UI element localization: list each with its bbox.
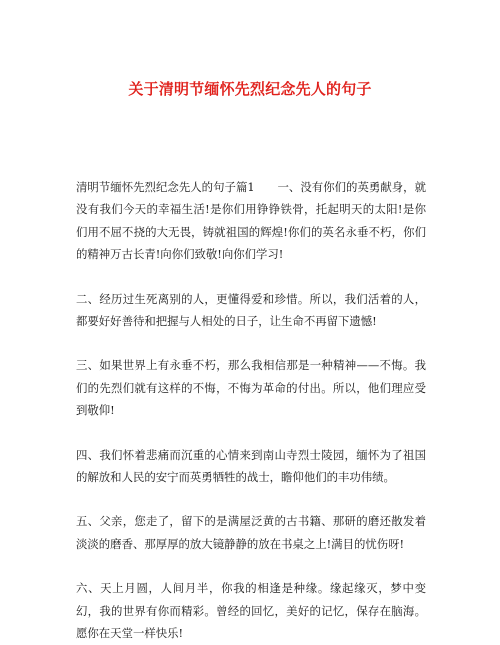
paragraph-4: 四、我们怀着悲痛而沉重的心情来到南山寺烈士陵园，缅怀为了祖国的解放和人民的安宁而英勇牺牲的战士，瞻仰他们的丰功伟绩。 bbox=[76, 447, 426, 485]
paragraph-2: 二、经历过生死离别的人，更懂得爱和珍惜。所以，我们活着的人，都要好好善待和把握与人相处的日子，让生命不再留下遗憾! bbox=[76, 291, 426, 329]
paragraph-6: 六、天上月圆，人间月半，你我的相逢是种缘。缘起缘灭，梦中变幻，我的世界有你而精彩。曾经的回忆，美好的记忆，保存在脑海。愿你在天堂一样快乐! bbox=[76, 581, 426, 641]
document-title: 关于清明节缅怀先烈纪念先人的句子 bbox=[128, 80, 372, 98]
document-body bbox=[76, 176, 426, 645]
paragraph-3: 三、如果世界上有永垂不朽，那么我相信那是一种精神——不悔。我们的先烈们就有这样的不悔，不悔为革命的付出。所以，他们理应受到敬仰! bbox=[76, 358, 426, 418]
paragraph-5: 五、父亲，您走了，留下的是满屋泛黄的古书籍、那研的磨还散发着淡淡的磨香、那厚厚的放大镜静静的放在书桌之上!满目的忧伤呀! bbox=[76, 514, 426, 551]
paragraph-1: 清明节缅怀先烈纪念先人的句子篇1 一、没有你们的英勇献身，就没有我们今天的幸福生活!是你们用铮铮铁骨，托起明天的太阳!是你们用不屈不挠的大无畏，铸就祖国的辉煌!你们的英名永垂不朽，你们的精神万古长青!向你们致敬!向你们学习! bbox=[76, 180, 426, 262]
